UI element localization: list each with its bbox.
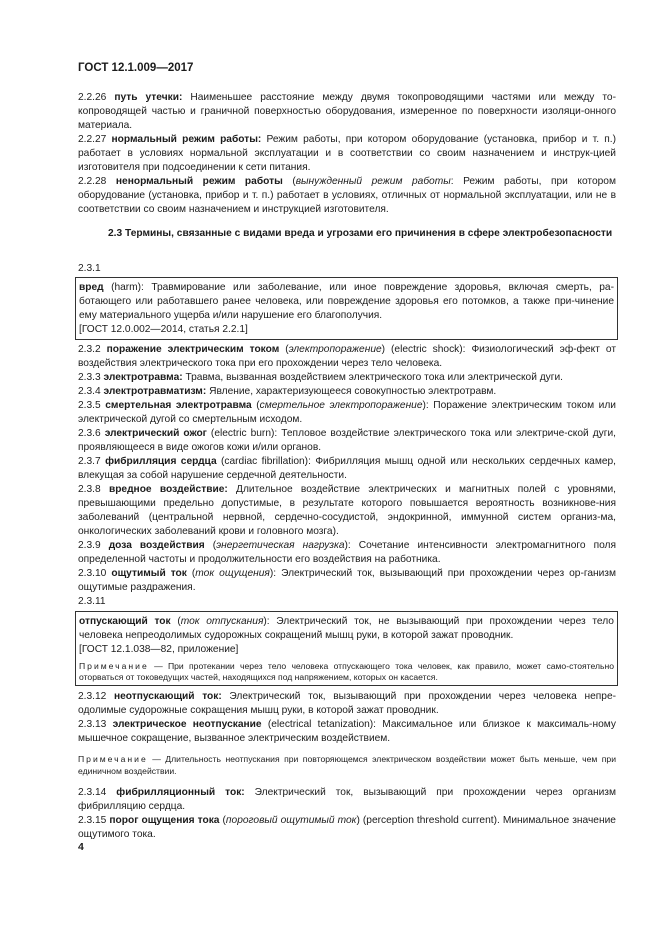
term-2-3-10: 2.3.10 ощутимый ток (ток ощущения): Электрический ток, вызывающий при прохождении через ор-ганизм ощутимые раздражения.	[78, 568, 616, 593]
term-2-2-27: 2.2.27 нормальный режим работы: Режим работы, при котором оборудование (установка, прибор и т. п.) работает в условиях нормальной эксплуатации и в соответствии со своим назначением и инструк-цией изготовителя при подсоединении к сети питания.	[78, 134, 616, 173]
term-number: 2.3.1	[78, 263, 101, 274]
note: Примечание — При протекании через тело человека отпускающего тока человек, как правило, может само-стоятельно оторваться от токоведущих частей, находящихся под напряжением, которых он касается.	[79, 660, 614, 683]
definition-box: отпускающий ток (ток отпускания): Электрический ток, не вызывающий при прохождении через тело человека непреодолимых судорожных сокращений мышц руки, в которой зажат проводник. [ГОСТ 12.1.038—82, приложение] Примечание — При протекании через тело человека отпускающего тока человек, как правило, может само-стоятельно оторваться от токоведущих частей, находящихся под напряжением, которых он касается.	[75, 611, 618, 686]
page-number: 4	[78, 841, 84, 853]
term-2-3-13: 2.3.13 электрическое неотпускание (electrical tetanization): Максимальное или близкое к максималь-ному мышечное сокращение, вызванное электрическим воздействием.	[78, 719, 616, 744]
term-2-3-14: 2.3.14 фибрилляционный ток: Электрический ток, вызывающий при прохождении через организм фибрилляцию сердца.	[78, 787, 616, 812]
term-2-3-9: 2.3.9 доза воздействия (энергетическая нагрузка): Сочетание интенсивности электромагнитного поля определенной частоты и продолжительности его воздействия на работника.	[78, 540, 616, 565]
term-2-3-6: 2.3.6 электрический ожог (electric burn): Тепловое воздействие электрического тока или электриче-ской дуги, проявляющееся в виде ожогов кожи и/или органов.	[78, 428, 616, 453]
term-2-2-26: 2.2.26 путь утечки: Наименьшее расстояние между двумя токопроводящими частями или между то-копроводящей частью и граничной поверхностью оборудования, измеренное по поверхности изоляци-онного материала.	[78, 92, 616, 131]
term-2-3-12: 2.3.12 неотпускающий ток: Электрический ток, вызывающий при прохождении через человека непре-одолимые судорожные сокращения мышц руки, в которой зажат проводник.	[78, 691, 617, 716]
term-2-3-4: 2.3.4 электротравматизм: Явление, характеризующееся совокупностью электротравм.	[78, 386, 497, 397]
page-header: ГОСТ 12.1.009—2017	[78, 62, 194, 74]
term-2-2-28: 2.2.28 ненормальный режим работы (вынужденный режим работы: Режим работы, при котором оборудование (установка, прибор и т. п.) работает в условиях, отличных от нормальной эксплуатации, или не в соответствии со своим назначением и инструкцией изготовителя.	[78, 176, 616, 215]
term-2-3-3: 2.3.3 электротравма: Травма, вызванная воздействием электрического тока или электрической дуги.	[78, 372, 563, 383]
note: Примечание — Длительность неотпускания при повторяющемся электрическом воздействии может быть меньше, чем при единичном воздействии.	[78, 754, 616, 776]
term-2-3-15: 2.3.15 порог ощущения тока (пороговый ощутимый ток) (perception threshold current). Минимальное значение ощутимого тока.	[78, 815, 616, 840]
section-heading: 2.3 Термины, связанные с видами вреда и угрозами его причинения в сфере электробезопасности	[108, 228, 613, 239]
term-2-3-2: 2.3.2 поражение электрическим током (электропоражение) (electric shock): Физиологический эф-фект от воздействия электрического тока при его прохождении через тело человека.	[78, 344, 616, 369]
term-number: 2.3.11	[78, 596, 106, 607]
definition-box: вред (harm): Травмирование или заболевание, или иное повреждение здоровья, включая смерть, ра-ботающего или работавшего ранее человека, или повреждение здоровья его потомков, а также при-чинение ему материального ущерба и/или нарушение его благополучия. [ГОСТ 12.0.002—2014, статья 2.2.1]	[75, 277, 618, 340]
term-2-3-8: 2.3.8 вредное воздействие: Длительное воздействие электрических и магнитных полей с уровнями, превышающими предельно допустимые, в результате которого повышается вероятность возникнове-ния заболеваний (центральной нервной, сердечно-сосудистой, эндокринной, иммунной систем организ-ма, онкологических заболеваний крови и головного мозга).	[78, 484, 616, 537]
term-2-3-5: 2.3.5 смертельная электротравма (смертельное электропоражение): Поражение электрическим током или электрической дугой со смертельным исходом.	[78, 400, 616, 425]
term-2-3-7: 2.3.7 фибрилляция сердца (cardiac fibrillation): Фибрилляция мышц одной или нескольких сердечных камер, влекущая за собой нарушение сердечной деятельности.	[78, 456, 616, 481]
